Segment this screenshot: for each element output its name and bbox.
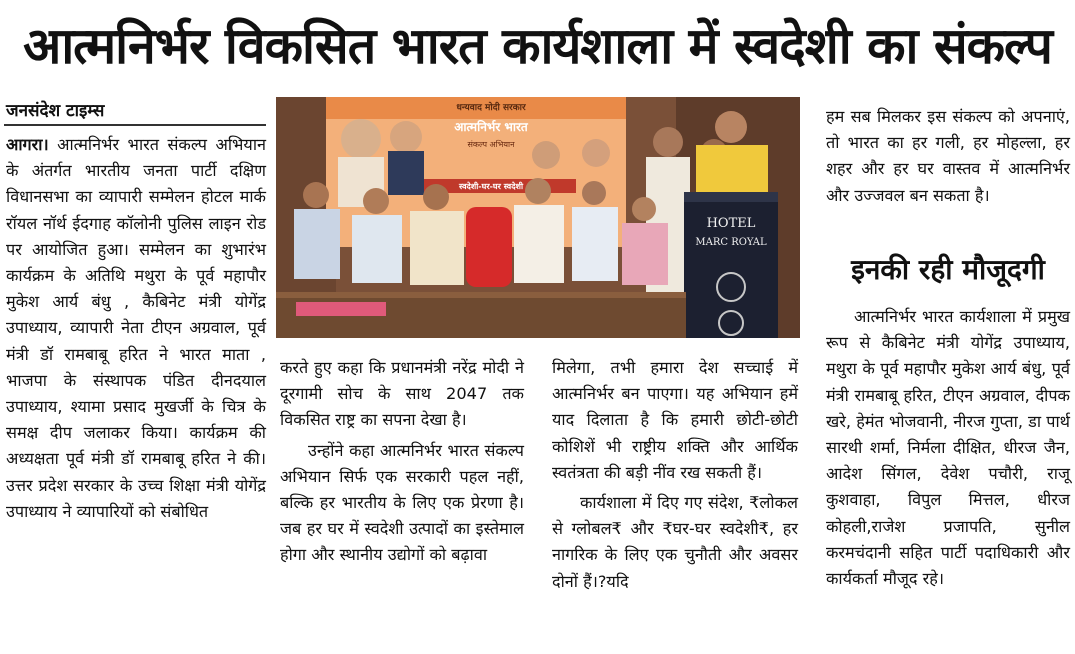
paragraph: आत्मनिर्भर भारत कार्यशाला में प्रमुख रूप से कैबिनेट मंत्री योगेंद्र उपाध्याय, मथुरा के पूर्व महापौर मुकेश आर्य बंधु, पूर्व मंत्री रामबाबू हरित, टीएन अग्रवाल, दीपक खरे, हेमंत भोजवानी, नीरज गुप्ता, डा पार्थ सारथी शर्मा, निर्मला दीक्षित, धीरज जैन, आदेश सिंगल, देवेश पचौरी, राजू कुशवाहा, विपुल मित्तल, धीरज कोहली,राजेश प्रजापति, सुनील करमचंदानी सहित पार्टी पदाधिकारी और कार्यकर्ता मौजूद रहे। xyxy=(826,307,1070,589)
banner-text-1: धन्यवाद मोदी सरकार xyxy=(456,103,526,113)
banner-portrait-2-body xyxy=(388,151,424,195)
dateline: आगरा। xyxy=(6,135,49,154)
banner-text-3: संकल्प अभियान xyxy=(467,140,515,149)
paragraph: उन्होंने कहा आत्मनिर्भर भारत संकल्प अभियान सिर्फ एक सरकारी पहल नहीं, बल्कि हर भारतीय के लिए एक प्रेरणा है। जब हर घर में स्वदेशी उत्पादों का इस्तेमाल होगा और स्थानीय उद्योगों को बढ़ावा xyxy=(280,440,524,565)
speaker-head xyxy=(715,111,747,143)
paragraph: हम सब मिलकर इस संकल्प को अपनाएं, तो भारत का हर गली, हर मोहल्ला, हर शहर और हर घर वास्तव में आत्मनिर्भर और उज्जवल बन सकता है। xyxy=(826,107,1070,205)
podium-text-2: MARC ROYAL xyxy=(695,237,767,248)
paragraph: मिलेगा, तभी हमारा देश सच्चाई में आत्मनिर्भर बन पाएगा। यह अभियान हमें याद दिलाता है कि हमारी छोटी-छोटी कोशिशें भी राष्ट्रीय शक्ति और आर्थिक स्वतंत्रता की बड़ी नींव रख सकती हैं। xyxy=(552,358,798,482)
paragraph: कार्यशाला में दिए गए संदेश, ₹लोकल से ग्लोबल₹ और ₹घर-घर स्वदेशी₹, हर नागरिक के लिए एक चुनौती और अवसर दोनों हैं।?यदि xyxy=(552,493,798,591)
article-column-3 xyxy=(552,355,798,595)
article-column-1 xyxy=(6,132,266,525)
red-chair xyxy=(466,207,512,287)
banner-text-2: आत्मनिर्भर भारत xyxy=(454,120,528,134)
podium-text-1: HOTEL xyxy=(706,216,756,231)
headline: आत्मनिर्भर विकसित भारत कार्यशाला में स्वदेशी का संकल्प xyxy=(23,17,1052,75)
subheading: इनकी रही मौजूदगी xyxy=(851,253,1045,286)
banner-text-4: स्वदेशी-घर-घर स्वदेशी xyxy=(458,182,524,191)
byline-rule xyxy=(4,124,266,126)
event-photo-illustration xyxy=(276,97,800,338)
article-column-2 xyxy=(280,355,524,569)
banner-portrait-2 xyxy=(390,121,422,153)
banner-portrait-3 xyxy=(532,141,560,169)
paragraph xyxy=(6,132,266,525)
stage-table-edge xyxy=(276,292,686,298)
byline: जनसंदेश टाइम्स xyxy=(6,101,105,121)
event-photo xyxy=(276,97,800,338)
table-flowers xyxy=(296,302,386,316)
paragraph: करते हुए कहा कि प्रधानमंत्री नरेंद्र मोदी ने दूरगामी सोच के साथ 2047 तक विकसित राष्ट्र का सपना देखा है। xyxy=(280,358,524,430)
podium-top xyxy=(684,192,778,202)
paragraph-text: आत्मनिर्भर भारत संकल्प अभियान के अंतर्गत भारतीय जनता पार्टी दक्षिण विधानसभा का व्यापारी सम्मेलन होटल मार्क रॉयल नॉर्थ ईदगाह कॉलोनी पुलिस लाइन रोड पर आयोजित हुआ। सम्मेलन का शुभारंभ कार्यक्रम के अतिथि मथुरा के पूर्व महापौर मुकेश आर्य बंधु , कैबिनेट मंत्री योगेंद्र उपाध्याय, व्यापारी नेता टीएन अग्रवाल, पूर्व मंत्री डॉ रामबाबू हरित ने भारत माता , भाजपा के संस्थापक पंडित दीनदयाल उपाध्याय, श्यामा प्रसाद मुखर्जी के चित्र के समक्ष दीप जलाकर किया। कार्यक्रम की अध्यक्षता पूर्व मंत्री डॉ रामबाबू हरित ने की। उत्तर प्रदेश सरकार के उच्च शिक्षा मंत्री योगेंद्र उपाध्याय ने व्यापारियों को संबोधित xyxy=(6,135,266,521)
banner-portrait-4 xyxy=(582,139,610,167)
banner-portrait-1 xyxy=(341,119,381,159)
standing-person-1-head xyxy=(653,127,683,157)
article-column-4-top xyxy=(826,104,1070,209)
article-column-4-bottom xyxy=(826,300,1070,592)
podium xyxy=(684,192,778,338)
